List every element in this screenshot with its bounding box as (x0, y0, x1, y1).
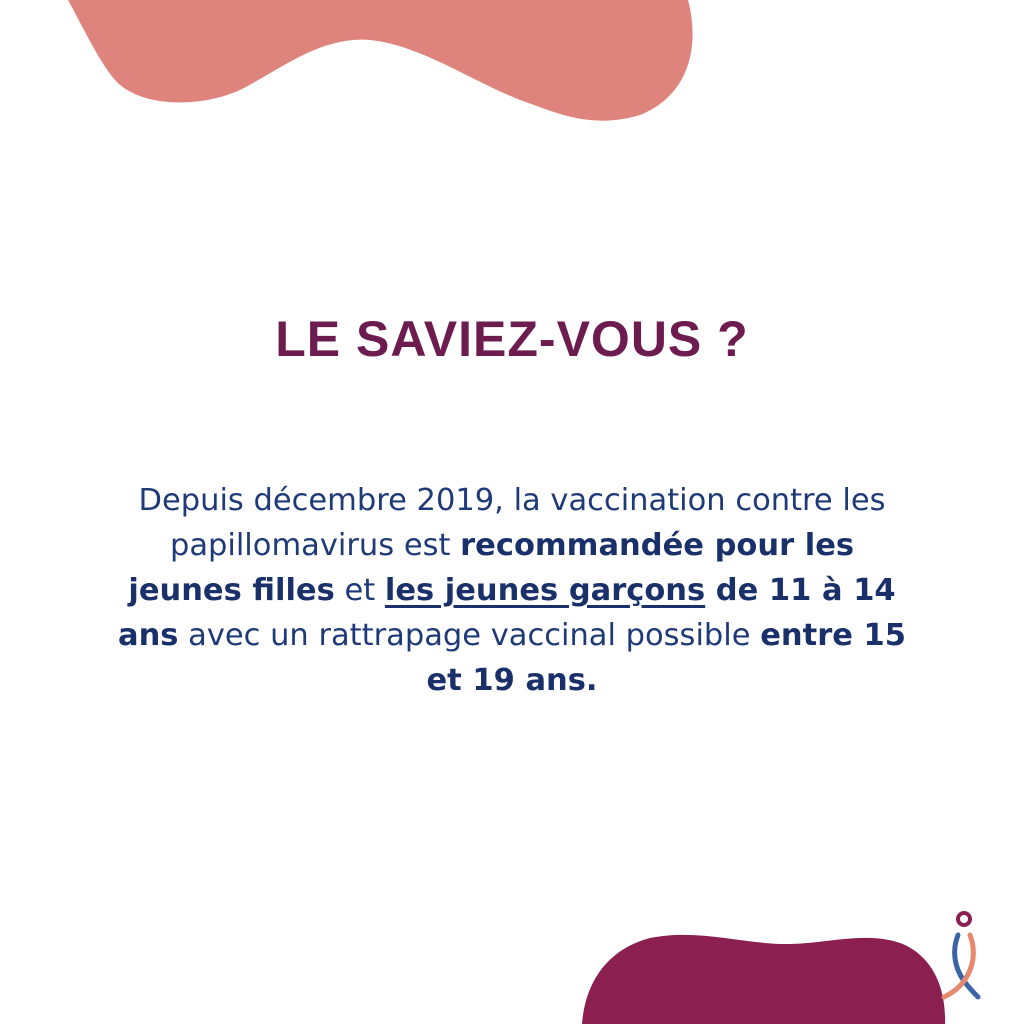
paragraph-bold-2: de 11 à 14 ans (117, 573, 896, 653)
paragraph-text-1: Depuis décembre 2019, la vaccination contre les papillomavirus est (138, 483, 886, 563)
page-title: LE SAVIEZ-VOUS ? (275, 311, 749, 367)
paragraph-bold-1: recommandée pour les jeunes filles (128, 528, 855, 608)
paragraph-bold-3: entre 15 et 19 ans. (426, 618, 906, 698)
info-paragraph (112, 478, 912, 703)
paragraph-text-3: avec un rattrapage vaccinal possible (178, 618, 761, 653)
bottom-blob-shape (582, 935, 945, 1024)
paragraph-underlined-bold: les jeunes garçons (384, 573, 706, 608)
top-blob-shape (68, 0, 693, 121)
paragraph-text-2: et (334, 573, 385, 608)
ribbon-person-logo-icon (930, 905, 990, 1005)
